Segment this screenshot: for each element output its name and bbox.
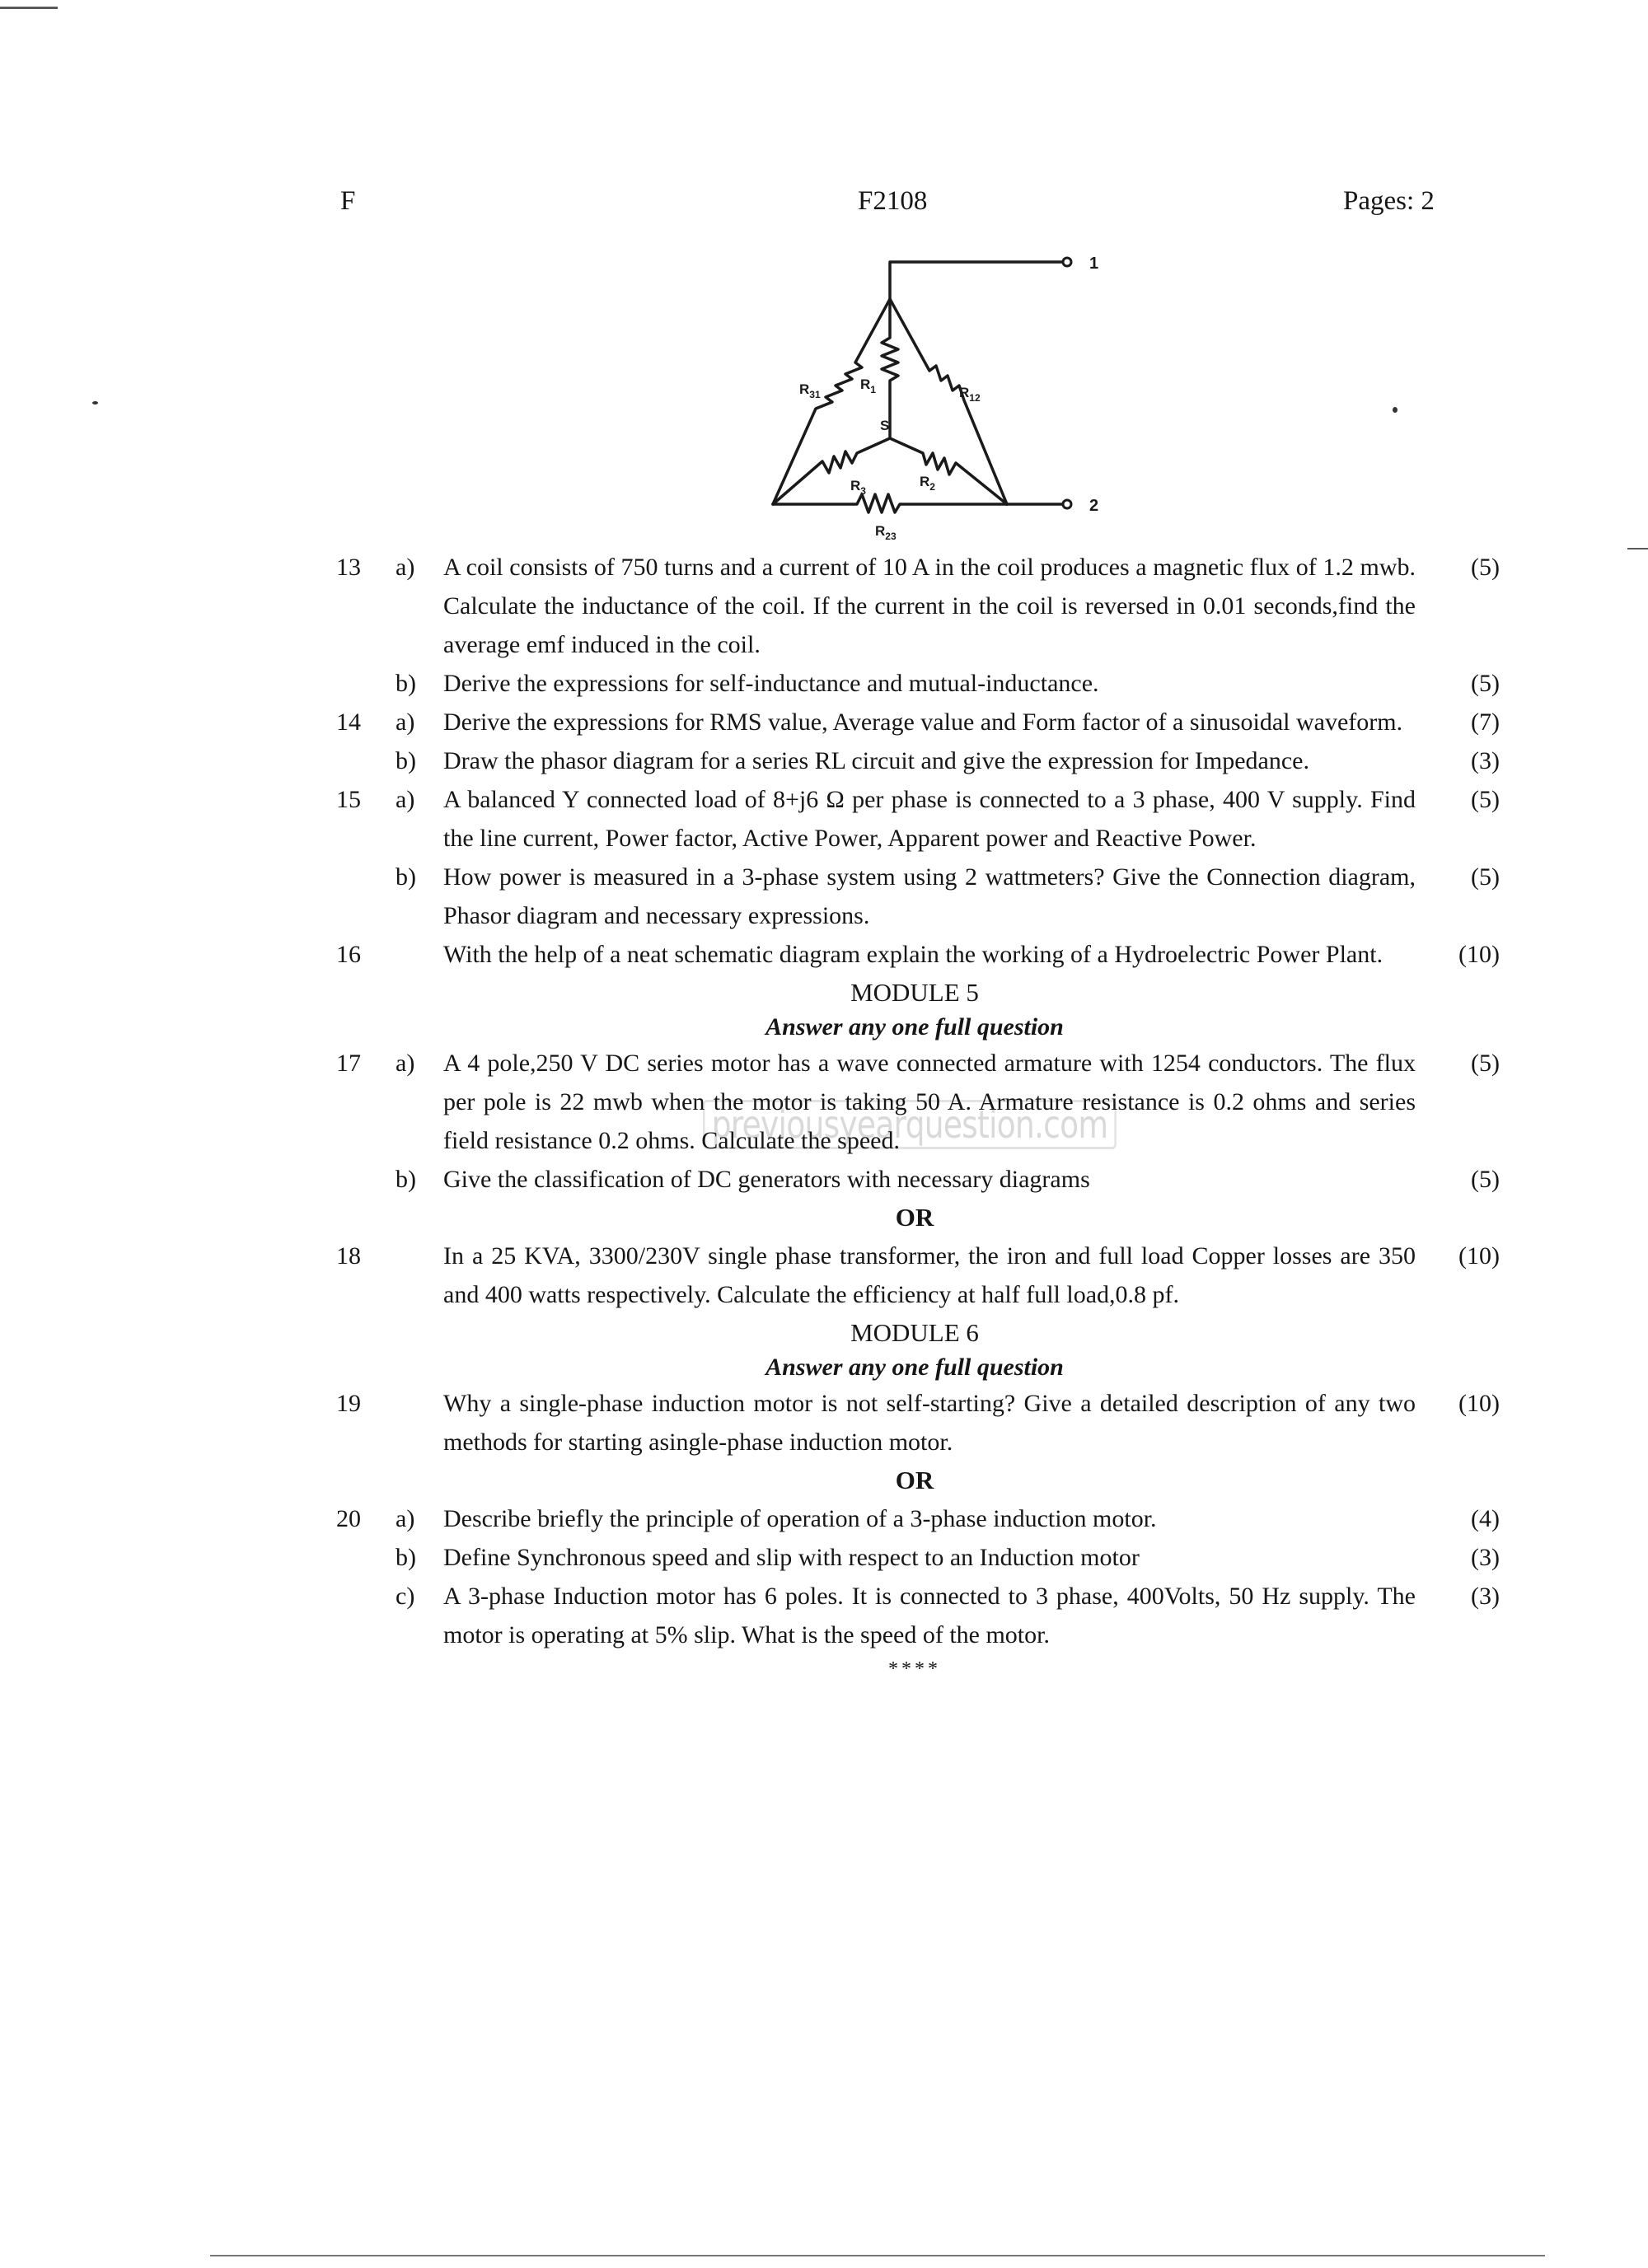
module-6-or: OR	[895, 1466, 934, 1494]
question-marks: (5)	[1471, 786, 1500, 813]
question-row	[330, 548, 1500, 664]
question-row	[330, 741, 1500, 780]
question-text: In a 25 KVA, 3300/230V single phase transformer, the iron and full load Copper losses are 350 and 400 watts respectively. Calculate the efficiency at half full load,0.8 pf.	[443, 1242, 1416, 1308]
question-area	[330, 548, 1500, 1684]
question-number: 19	[336, 1390, 361, 1417]
question-number: 13	[336, 554, 361, 581]
question-row	[330, 1577, 1500, 1654]
question-part: a)	[396, 708, 415, 736]
question-number: 18	[336, 1242, 361, 1270]
question-part: a)	[396, 1505, 415, 1532]
question-text: A coil consists of 750 turns and a current of 10 A in the coil produces a magnetic flux of 1.2 mwb. Calculate the inductance of the coil. If the current in the coil is reversed in 0.01 seconds,find the average emf induced in the coil.	[443, 554, 1416, 658]
question-number: 16	[336, 941, 361, 968]
module-5-title: MODULE 5	[850, 978, 979, 1007]
question-number: 20	[336, 1505, 361, 1532]
question-marks: (4)	[1471, 1505, 1500, 1532]
question-row	[330, 1384, 1500, 1461]
question-marks: (10)	[1458, 941, 1500, 968]
question-text: Give the classification of DC generators with necessary diagrams	[443, 1166, 1090, 1193]
question-row	[330, 1538, 1500, 1577]
module-5-or: OR	[895, 1203, 934, 1232]
label-r2: $R_2$	[920, 474, 935, 493]
question-part: b)	[396, 747, 416, 774]
question-text: With the help of a neat schematic diagram explain the working of a Hydroelectric Power Plant.	[443, 941, 1383, 968]
question-part: b)	[396, 1544, 416, 1571]
question-row	[330, 703, 1500, 741]
question-text: Derive the expressions for self-inductance and mutual-inductance.	[443, 670, 1099, 697]
question-marks: (5)	[1471, 863, 1500, 891]
question-part: b)	[396, 670, 416, 697]
question-row	[330, 1499, 1500, 1538]
module-6-title: MODULE 6	[850, 1318, 979, 1347]
end-of-paper-mark: ****	[888, 1658, 941, 1680]
question-marks: (3)	[1471, 1583, 1500, 1610]
module-5-instruction: Answer any one full question	[765, 1013, 1064, 1040]
question-text: Draw the phasor diagram for a series RL circuit and give the expression for Impedance.	[443, 747, 1309, 774]
resistor-r31	[773, 299, 890, 504]
question-marks: (3)	[1471, 747, 1500, 774]
terminal-1-label: 1	[1089, 255, 1099, 273]
question-row	[330, 1044, 1500, 1160]
question-part: b)	[396, 1166, 416, 1193]
question-text: Define Synchronous speed and slip with respect to an Induction motor	[443, 1544, 1140, 1571]
terminal-1-dot	[1063, 258, 1071, 266]
question-marks: (3)	[1471, 1544, 1500, 1571]
header-set: F	[340, 186, 356, 216]
question-row	[330, 780, 1500, 858]
question-row	[330, 935, 1500, 974]
scan-edge-line	[0, 7, 58, 9]
question-part: a)	[396, 786, 415, 813]
header-paper-code: F2108	[858, 186, 928, 216]
lead-terminal-1	[890, 262, 1063, 299]
label-r1: $R_1$	[860, 376, 876, 395]
label-r31: $R_{31}$	[799, 381, 821, 400]
question-number: 17	[336, 1050, 361, 1077]
question-row	[330, 1160, 1500, 1199]
question-text: Describe briefly the principle of operation of a 3-phase induction motor.	[443, 1505, 1157, 1532]
question-text: A 3-phase Induction motor has 6 poles. It is connected to 3 phase, 400Volts, 50 Hz supply. The motor is operating at 5% slip. What is the speed of the motor.	[443, 1583, 1416, 1648]
question-text: How power is measured in a 3-phase system using 2 wattmeters? Give the Connection diagram, Phasor diagram and necessary expressions.	[443, 863, 1416, 929]
question-text: Why a single-phase induction motor is not self-starting? Give a detailed description of any two methods for starting asingle-phase induction motor.	[443, 1390, 1416, 1456]
scan-edge-line	[1627, 548, 1648, 549]
question-number: 14	[336, 708, 361, 736]
question-part: b)	[396, 863, 416, 891]
scan-speck	[1393, 407, 1398, 413]
question-part: a)	[396, 1050, 415, 1077]
question-marks: (5)	[1471, 670, 1500, 697]
label-r3: $R_3$	[850, 478, 866, 497]
question-part: c)	[396, 1583, 415, 1610]
question-text: A balanced Y connected load of 8+j6 Ω per phase is connected to a 3 phase, 400 V supply. Find the line current, Power factor, Active Power, Apparent power and Reactive Power.	[443, 786, 1416, 852]
resistor-r3	[773, 438, 890, 504]
scan-bottom-line	[210, 2255, 1545, 2256]
resistor-r23	[773, 494, 1007, 512]
question-marks: (5)	[1471, 1166, 1500, 1193]
question-marks: (10)	[1458, 1242, 1500, 1270]
terminal-2-label: 2	[1089, 497, 1099, 515]
question-number: 15	[336, 786, 361, 813]
label-r12: $R_{12}$	[959, 385, 981, 404]
label-s: S	[880, 418, 890, 433]
scan-speck	[92, 401, 98, 404]
terminal-2-dot	[1063, 500, 1071, 508]
question-marks: (10)	[1458, 1390, 1500, 1417]
header-pages: Pages: 2	[1343, 186, 1435, 216]
question-marks: (7)	[1471, 708, 1500, 736]
delta-star-circuit-diagram	[758, 247, 1121, 544]
question-marks: (5)	[1471, 554, 1500, 581]
resistor-r2	[890, 438, 1007, 504]
question-marks: (5)	[1471, 1050, 1500, 1077]
question-row	[330, 1237, 1500, 1314]
question-text: A 4 pole,250 V DC series motor has a wave connected armature with 1254 conductors. The flux per pole is 22 mwb when the motor is taking 50 A. Armature resistance is 0.2 ohms and series field resistance 0.2 ohms. Calculate the speed.	[443, 1050, 1416, 1154]
label-r23: $R_{23}$	[875, 523, 897, 542]
question-text: Derive the expressions for RMS value, Average value and Form factor of a sinusoidal waveform.	[443, 708, 1403, 736]
question-row	[330, 858, 1500, 935]
module-6-instruction: Answer any one full question	[765, 1354, 1064, 1381]
watermark-logo: previousyearquestion.com	[703, 1100, 1117, 1149]
question-row	[330, 664, 1500, 703]
question-part: a)	[396, 554, 415, 581]
